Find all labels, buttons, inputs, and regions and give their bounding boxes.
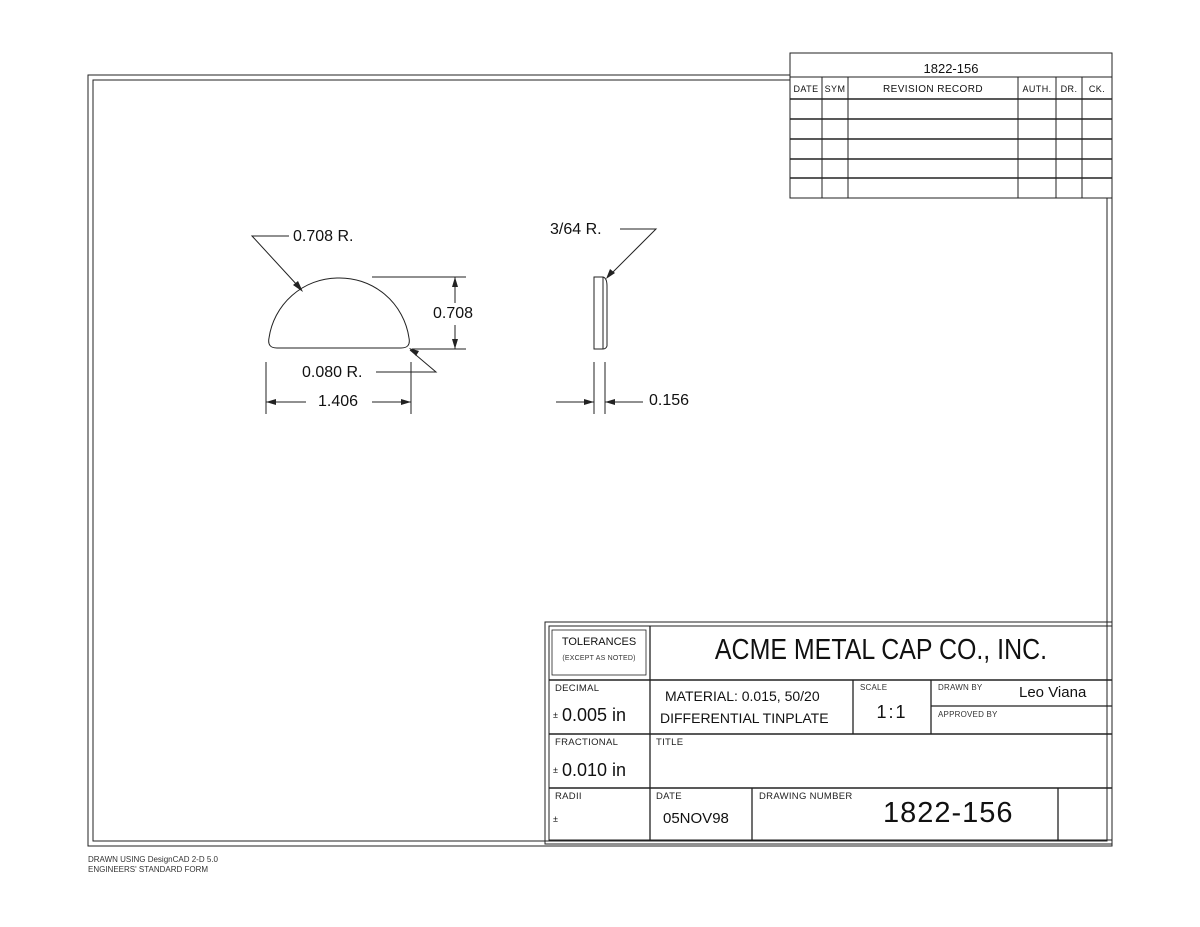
dim-width: 1.406 — [318, 393, 359, 410]
scale-value: 1:1 — [876, 702, 908, 722]
tolerances-label: TOLERANCES — [561, 636, 637, 648]
radii-plus-minus: ± — [553, 814, 558, 824]
drawing-number-value: 1822-156 — [883, 797, 1014, 829]
drawn-by-label: DRAWN BY — [938, 683, 983, 692]
dim-corner-radius: 0.080 R. — [302, 364, 363, 381]
decimal-label: DECIMAL — [555, 683, 600, 694]
revision-drawing-number: 1822-156 — [923, 61, 979, 76]
side-view — [556, 229, 656, 414]
date-label: DATE — [656, 791, 682, 802]
footer-form-note: ENGINEERS' STANDARD FORM — [88, 865, 209, 874]
fractional-plus-minus: ± — [553, 765, 558, 775]
rev-header-sym: SYM — [824, 84, 846, 94]
dim-outer-radius: 0.708 R. — [293, 228, 354, 245]
approved-by-label: APPROVED BY — [938, 710, 998, 719]
front-view — [252, 236, 466, 414]
date-value: 05NOV98 — [663, 810, 729, 827]
tolerances-note: (EXCEPT AS NOTED) — [562, 655, 636, 662]
drawn-by-value: Leo Viana — [1019, 684, 1087, 701]
company-name: ACME METAL CAP CO., INC. — [714, 634, 1048, 666]
fractional-label: FRACTIONAL — [555, 737, 619, 748]
rev-header-dr: DR. — [1060, 84, 1078, 94]
material-line-1: MATERIAL: 0.015, 50/20 — [665, 688, 820, 704]
rev-header-ck: CK. — [1088, 84, 1106, 94]
rev-header-revision-record: REVISION RECORD — [883, 84, 983, 95]
footer-software-note: DRAWN USING DesignCAD 2-D 5.0 — [88, 855, 218, 864]
decimal-plus-minus: ± — [553, 710, 558, 720]
dim-height: 0.708 — [433, 305, 474, 322]
cap-edge-profile — [594, 277, 607, 349]
rev-header-auth: AUTH. — [1022, 84, 1052, 94]
dim-thickness: 0.156 — [649, 392, 690, 409]
material-line-2: DIFFERENTIAL TINPLATE — [660, 710, 829, 726]
title-label: TITLE — [656, 737, 684, 748]
cap-profile — [269, 278, 410, 348]
radii-label: RADII — [555, 791, 582, 802]
dim-edge-radius: 3/64 R. — [550, 221, 602, 238]
fractional-tolerance-value: 0.010 in — [562, 760, 627, 780]
scale-label: SCALE — [860, 683, 888, 692]
drawing-number-label: DRAWING NUMBER — [759, 791, 853, 802]
rev-header-date: DATE — [793, 84, 819, 94]
decimal-tolerance-value: 0.005 in — [562, 705, 627, 725]
side-view-arrows — [584, 269, 615, 405]
front-view-arrows — [266, 277, 458, 405]
